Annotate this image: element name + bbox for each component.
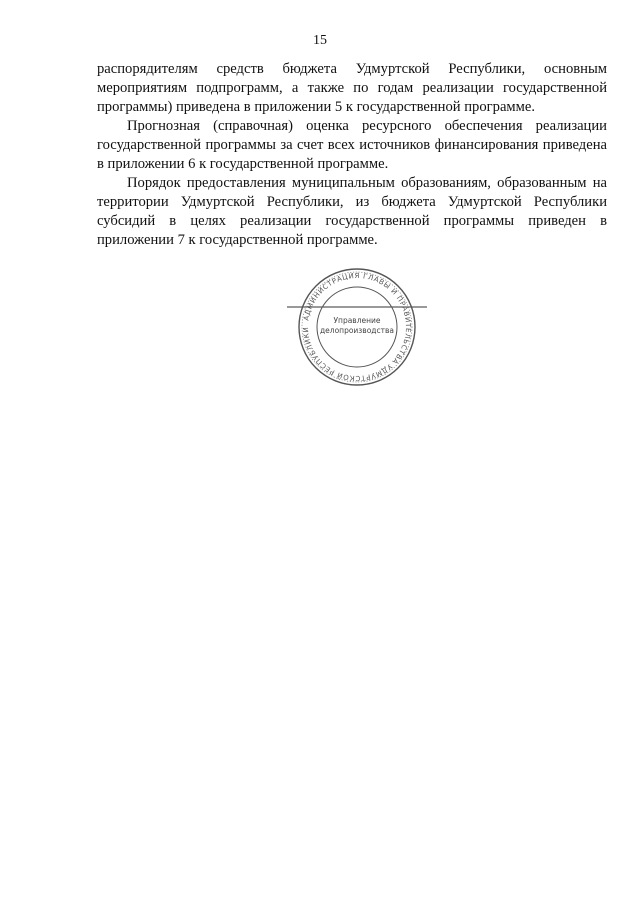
paragraph-continuation: распорядителям средств бюджета Удмуртской Республики, основным мероприятиям подпрограмм, а также по годам реализации государственной программы) приведена в приложении 5 к государственной программе. xyxy=(97,61,607,115)
seal-center-line2: делопроизводства xyxy=(319,326,395,335)
paragraph-subsidies: Порядок предоставления муниципальным образованиям, образованным на территории Удмуртской Республики, из бюджета Удмуртской Республики субсидий в целях реализации государственной программы приведен в приложении 7 к государственной программе. xyxy=(97,175,607,248)
page-number: 15 xyxy=(313,33,327,48)
seal-icon xyxy=(287,265,427,389)
official-seal xyxy=(287,265,427,389)
body-text xyxy=(97,60,607,250)
seal-ring-text: АДМИНИСТРАЦИЯ ГЛАВЫ И ПРАВИТЕЛЬСТВА УДМУРТСКОЙ РЕСПУБЛИКИ xyxy=(301,271,413,383)
paragraph-resource-estimate: Прогнозная (справочная) оценка ресурсного обеспечения реализации государственной программы за счет всех источников финансирования приведена в приложении 6 к государственной программе. xyxy=(97,118,607,172)
seal-center-line1: Управление xyxy=(333,316,381,325)
